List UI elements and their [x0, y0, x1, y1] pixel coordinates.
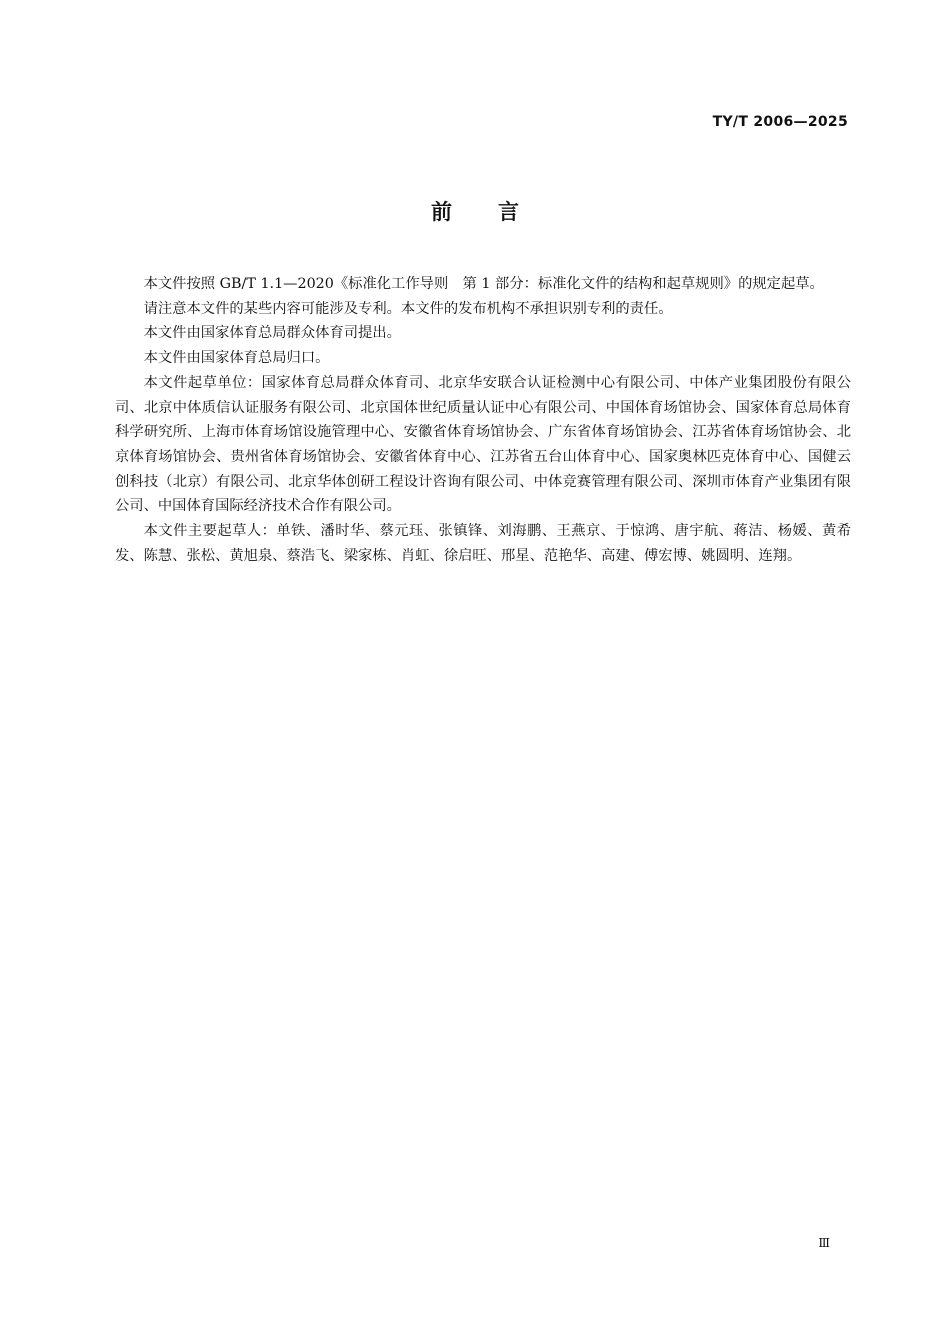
paragraph-centralized-unit: 本文件由国家体育总局归口。 — [143, 350, 330, 367]
foreword-body — [115, 272, 851, 568]
standard-code: TY/T 2006—2025 — [712, 114, 848, 130]
paragraph-proposer: 本文件由国家体育总局群众体育司提出。 — [143, 325, 401, 342]
page-title: 前言 — [431, 200, 565, 224]
paragraph-drafting-rules: 本文件按照 GB/T 1.1—2020《标准化工作导则 第 1 部分：标准化文件的结构和起草规则》的规定起草。 — [143, 276, 824, 292]
page-number: Ⅲ — [818, 1236, 830, 1250]
paragraph-drafting-units: 本文件起草单位：国家体育总局群众体育司、北京华安联合认证检测中心有限公司、中体产业集团股份有限公司、北京中体质信认证服务有限公司、北京国体世纪质量认证中心有限公司、中国体育场馆协会、国家体育总局体育科学研究所、上海市体育场馆设施管理中心、安徽省体育场馆协会、广东省体育场馆协会、江苏省体育场馆协会、北京体育场馆协会、贵州省体育场馆协会、安徽省体育中心、江苏省五台山体育中心、国家奥林匹克体育中心、国健云创科技（北京）有限公司、北京华体创研工程设计咨询有限公司、中体竞赛管理有限公司、深圳市体育产业集团有限公司、中国体育国际经济技术合作有限公司。 — [115, 374, 851, 515]
paragraph-patent-notice: 请注意本文件的某些内容可能涉及专利。本文件的发布机构不承担识别专利的责任。 — [143, 300, 673, 317]
paragraph-main-drafters: 本文件主要起草人：单铁、潘时华、蔡元珏、张镇锋、刘海鹏、王燕京、于惊鸿、唐宇航、蒋洁、杨媛、黄希发、陈慧、张松、黄旭泉、蔡浩飞、梁家栋、肖虹、徐启旺、邢星、范艳华、高建、傅宏博、姚圆明、连翔。 — [115, 523, 851, 564]
